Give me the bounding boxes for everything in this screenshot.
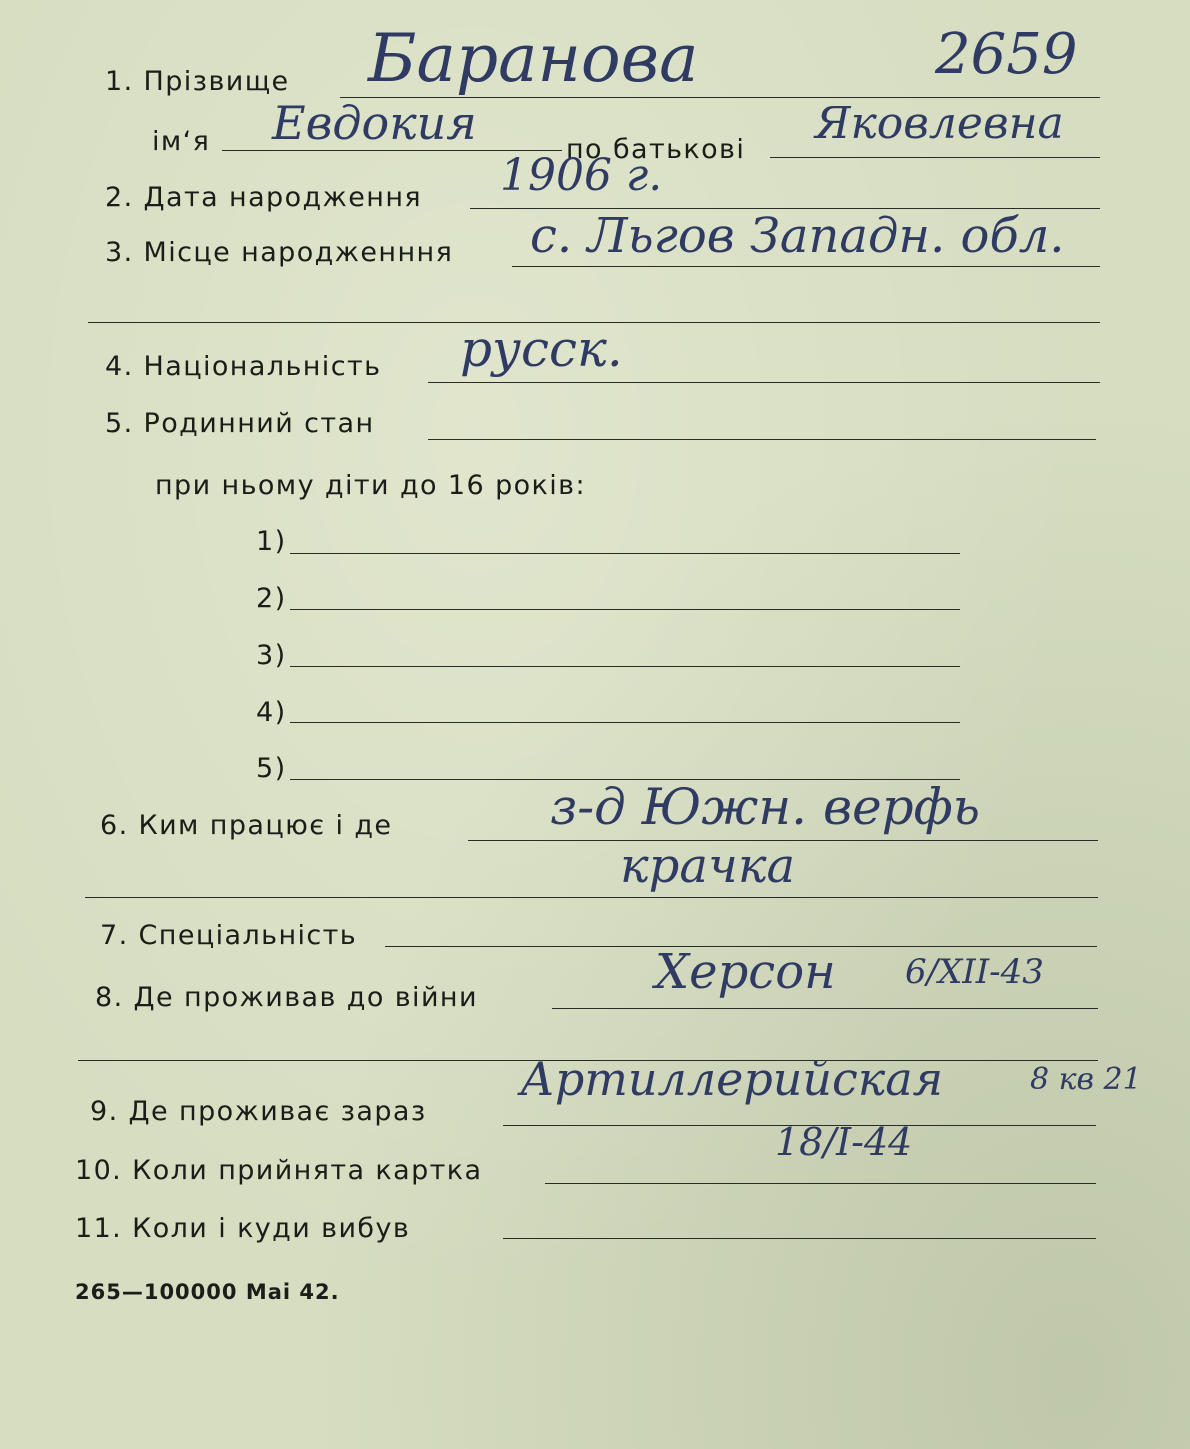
child-2-label: 2)	[256, 583, 287, 614]
first-name-label: ім‘я	[152, 126, 211, 157]
nationality-label: 4. Національність	[105, 351, 382, 382]
current-date-handwritten: 18/I-44	[775, 1120, 913, 1164]
current-residence-label: 9. Де проживає зараз	[90, 1096, 427, 1127]
marital-status-label: 5. Родинний стан	[105, 408, 375, 439]
nationality-rule	[428, 382, 1100, 383]
workplace-handwritten: з-д Южн. верфь	[550, 778, 981, 836]
current-house-handwritten: 8 кв 21	[1030, 1062, 1142, 1097]
child-4-rule	[290, 722, 960, 723]
children-label: при ньому діти до 16 років:	[155, 470, 586, 501]
birth-place-label: 3. Місце народженння	[105, 237, 454, 268]
prewar-residence-label: 8. Де проживав до війни	[95, 982, 478, 1013]
patronymic-rule	[770, 157, 1100, 158]
birth-date-handwritten: 1906 г.	[500, 150, 663, 201]
patronymic-label: по батькові	[566, 134, 746, 165]
marital-status-rule	[428, 439, 1096, 440]
print-run-footer: 265—100000 Mai 42.	[75, 1280, 340, 1304]
surname-handwritten: Баранова	[368, 20, 699, 97]
surname-label: 1. Прізвище	[105, 66, 290, 97]
prewar-residence-handwritten: Херсон	[655, 944, 836, 1000]
specialty-label: 7. Спеціальність	[100, 920, 358, 951]
child-5-label: 5)	[256, 753, 287, 784]
birth-place-rule	[512, 266, 1100, 267]
child-2-rule	[290, 609, 960, 610]
child-3-label: 3)	[256, 640, 287, 671]
card-accepted-label: 10. Коли прийнята картка	[75, 1155, 483, 1186]
child-1-label: 1)	[256, 526, 287, 557]
current-residence-handwritten: Артиллерийская	[520, 1052, 944, 1106]
nationality-handwritten: русск.	[460, 320, 623, 378]
child-4-label: 4)	[256, 697, 287, 728]
birth-place-handwritten: с. Льгов Западн. обл.	[530, 208, 1065, 264]
first-name-handwritten: Евдокия	[272, 96, 477, 150]
child-1-rule	[290, 553, 960, 554]
prewar-date-handwritten: 6/XII-43	[905, 952, 1044, 992]
child-3-rule	[290, 666, 960, 667]
prewar-residence-rule	[552, 1008, 1098, 1009]
card-accepted-rule	[545, 1183, 1096, 1184]
birth-date-label: 2. Дата народження	[105, 182, 423, 213]
card-number-handwritten: 2659	[935, 22, 1078, 87]
patronymic-handwritten: Яковлевна	[815, 98, 1064, 149]
departure-label: 11. Коли і куди вибув	[75, 1213, 411, 1244]
workplace-label: 6. Ким працює і де	[100, 810, 393, 841]
workplace-rule-2	[85, 897, 1098, 898]
workplace-handwritten-2: крачка	[620, 838, 796, 894]
departure-rule	[503, 1238, 1096, 1239]
